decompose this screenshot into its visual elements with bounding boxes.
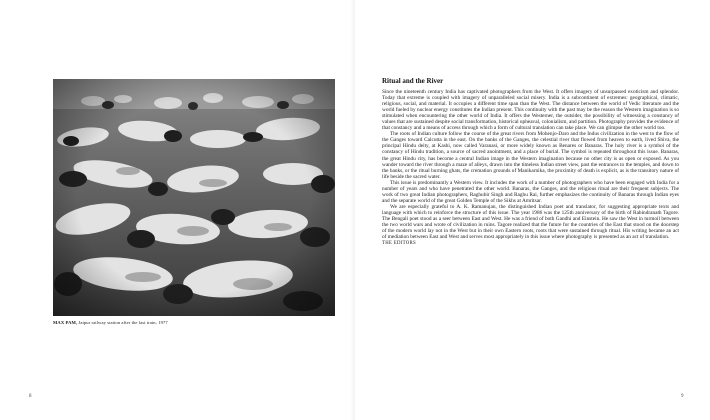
photograph — [53, 79, 335, 316]
essay-paragraph-1: Since the nineteenth century India has captivated photographers from the West. It offers imagery of unsurpassed exoticism and splendor. Today that extreme is coupled with imagery of unparalleled social misery. India is a subcontinent of extremes: geographical, climatic, religious, social, and material. It occupies a different time span than the West. The distance between the world of Vedic literature and the world fueled by nuclear energy constitutes the Indian present. This continuity with the past may be the reason the Western imagination is so stimulated when encountering the other world of India. It offers the Westerner, the outsider, the possibility of witnessing a constancy of values that are sustained despite social transformation, historical upheaval, colonialism, and partition. Photography provides the evidence of that constancy and a means of access through which a form of cultural translation can take place. We can glimpse the other world too. — [382, 89, 679, 132]
railway-station-photo — [53, 79, 335, 316]
essay-title: Ritual and the River — [382, 77, 444, 85]
essay-paragraph-4: We are especially grateful to A. K. Ramanujan, the distinguished Indian poet and translator, for suggesting appropriate texts and language with which to reinforce the structure of this issue. The year 1986 was the 125th anniversary of the birth of Rabindranath Tagore. The Bengali poet stood as a seer between East and West. He was a friend of both Gandhi and Einstein. He saw the West in turmoil between the two world wars and wrote of civilization in ruins. Tagore realized that the future for the countries of the East that stood on the doorstep of the modern world lay not in the West but in their own Eastern roots, roots that were sustained through ritual. His writing became an act of mediation between East and West and serves most appropriately in this issue where photography is presented as an act of translation. — [382, 203, 679, 241]
essay-paragraph-2: The roots of Indian culture follow the course of the great rivers from Mohenjo-Daro and the Indus civilization in the west to the flow of the Ganges toward Calcutta in the east. On the banks of the Ganges, the celestial river that flowed from heaven to earth, lived Shiva, the principal Hindu deity, at Kashi, now called Varanasi, or more widely known as Benares or Banaras. The holy river is a symbol of the constancy of Hindu tradition, a source of sacred anointment, and a place of burial. The symbol is repeated throughout this issue. Banaras, the great Hindu city, has become a central Indian image in the Western imagination because no other city is as open or exposed. As you wander toward the river through a maze of alleys, drawn into the timeless Indian street view, past the entrances to the temples, and down to the banks, or the ritual burning ghats, the cremation grounds of Manikarnika, the proximity of death is explicit, as is the transitory nature of life beside the sacred water. — [382, 131, 679, 180]
essay-paragraph-3: This issue is predominantly a Western view. It includes the work of a number of photographers who have been engaged with India for a number of years and who have penetrated the other world. Banaras, the Ganges, and the religious ritual are their frequent subjects. The work of two great Indian photographers, Raghubir Singh and Raghu Rai, further emphasizes the continuity of Banaras through Indian eyes and the separate world of the great Golden Temple of the Sikhs at Amritsar. — [382, 179, 679, 204]
page-number-left: 8 — [29, 394, 32, 399]
caption-text: Jaipur railway station after the last train, 1977 — [78, 320, 168, 325]
photographer-credit: MAX PAM, — [53, 320, 78, 325]
page-number-right: 9 — [681, 394, 684, 399]
photo-caption — [53, 320, 343, 325]
essay — [382, 77, 679, 246]
editors-signature: THE EDITORS — [382, 241, 416, 247]
